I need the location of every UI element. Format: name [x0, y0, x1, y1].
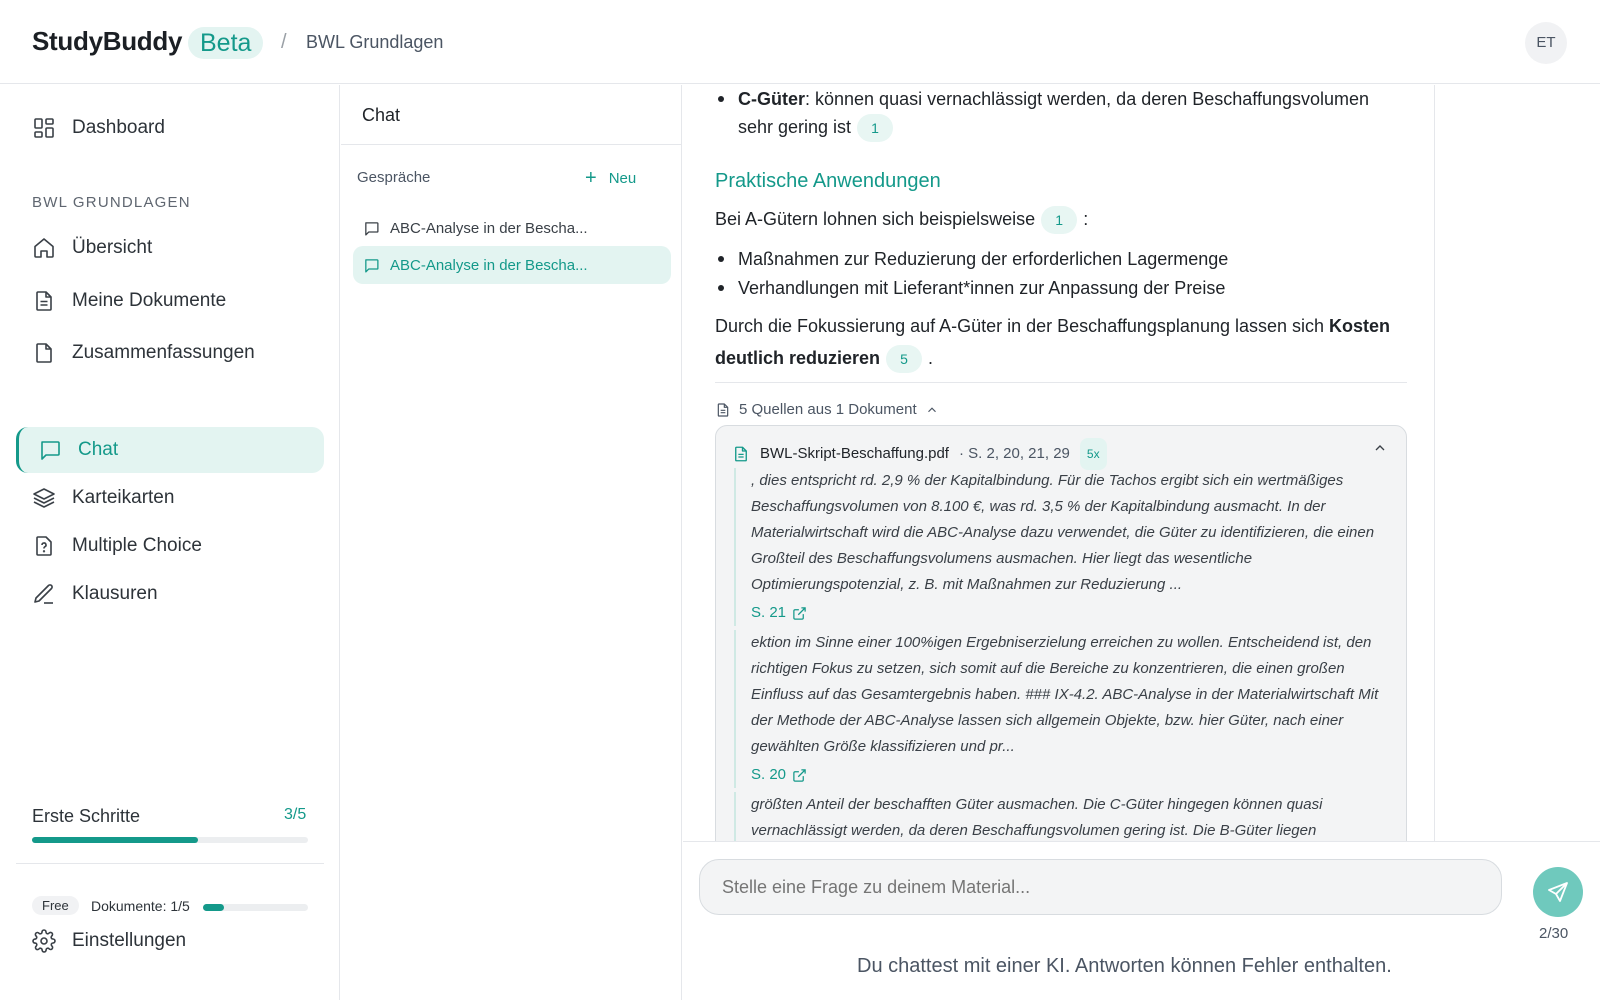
sidebar-item-label: Dashboard [72, 117, 165, 138]
breadcrumb-course[interactable]: BWL Grundlagen [306, 32, 444, 52]
file-icon [32, 341, 56, 365]
chat-panel-divider [341, 144, 681, 145]
source-card-header[interactable] [732, 438, 1107, 470]
sidebar-item-flashcards[interactable] [16, 475, 324, 521]
new-conversation-label: Neu [608, 169, 637, 187]
onboarding-progress-fill [32, 837, 198, 843]
citation-badge[interactable]: 1 [1041, 206, 1077, 234]
list-item [715, 85, 1395, 142]
onboarding-progress-label[interactable]: Erste Schritte [32, 806, 141, 826]
chat-icon [363, 257, 380, 274]
sidebar-item-label: Zusammenfassungen [72, 342, 255, 363]
sidebar-item-chat[interactable] [16, 427, 324, 473]
conversation-item-active[interactable] [353, 246, 671, 284]
chat-input[interactable] [699, 859, 1502, 915]
question-file-icon [32, 534, 56, 558]
send-icon [1546, 880, 1570, 904]
source-quote [734, 468, 1384, 626]
documents-quota-label: Dokumente: 1/5 [91, 898, 190, 914]
source-quote-text: größten Anteil der beschafften Güter ausmachen. Die C-Güter hingegen können quasi vernachlässigt werden, da deren Beschaffungsvolumen gering ist. Die B-Güter liegen [751, 796, 1323, 839]
sidebar-item-dashboard[interactable] [16, 105, 324, 151]
conversation-item[interactable] [353, 209, 671, 247]
sources-divider [715, 382, 1407, 383]
sidebar-item-settings[interactable] [16, 918, 324, 964]
external-link-icon [792, 606, 807, 621]
source-count-badge: 5x [1080, 438, 1107, 470]
sidebar-item-exams[interactable] [16, 571, 324, 617]
citation-badge[interactable]: 5 [886, 345, 922, 373]
breadcrumb-separator: / [281, 31, 287, 53]
list-item [715, 274, 1395, 302]
conversation-title: ABC-Analyse in der Bescha... [390, 219, 588, 237]
plan-badge: Free [32, 896, 79, 915]
pdf-file-icon [732, 445, 750, 463]
list-item [715, 245, 1395, 273]
sidebar-item-multiple-choice[interactable] [16, 523, 324, 569]
sidebar-item-overview[interactable] [16, 225, 324, 271]
bold-term: deutlich reduzieren [715, 348, 881, 368]
sources-toggle-label: 5 Quellen aus 1 Dokument [739, 401, 917, 418]
sidebar-item-label: Multiple Choice [72, 535, 202, 556]
sidebar-item-label: Einstellungen [72, 930, 187, 951]
dashboard-icon [32, 116, 56, 140]
gear-icon [32, 929, 56, 953]
list-item-text: : können quasi vernachlässigt werden, da deren Beschaffungsvolumen [805, 89, 1370, 109]
chat-panel-title: Chat [362, 105, 401, 125]
onboarding-progress-count: 3/5 [284, 806, 307, 823]
sidebar-item-label: Chat [78, 439, 119, 460]
source-quote [734, 630, 1384, 788]
external-link-icon [792, 768, 807, 783]
chevron-up-icon[interactable] [1372, 440, 1388, 456]
brand-logo[interactable]: StudyBuddy [32, 26, 183, 56]
sidebar-divider [16, 863, 324, 864]
sidebar-item-label: Übersicht [72, 237, 153, 258]
bold-term: Kosten [1329, 316, 1391, 336]
paragraph [715, 310, 1405, 374]
pen-icon [32, 582, 56, 606]
onboarding-progress-bar [32, 837, 308, 843]
new-conversation-button[interactable] [585, 167, 636, 189]
ai-disclaimer: Du chattest mit einer KI. Antworten können Fehler enthalten. [857, 955, 1392, 977]
source-pages: · S. 2, 20, 21, 29 [958, 445, 1070, 462]
sidebar [0, 85, 340, 1000]
sidebar-item-summaries[interactable] [16, 330, 324, 376]
paragraph-period: . [928, 348, 934, 368]
source-file-name: BWL-Skript-Beschaffung.pdf [760, 445, 949, 462]
source-page-link[interactable] [751, 762, 1384, 788]
course-section-label: BWL GRUNDLAGEN [32, 194, 191, 211]
assistant-message [705, 85, 1435, 842]
document-icon [32, 289, 56, 313]
bold-term: C-Güter [738, 89, 805, 109]
sidebar-item-label: Karteikarten [72, 487, 175, 508]
layers-icon [32, 486, 56, 510]
chevron-up-icon [925, 403, 939, 417]
chat-icon [363, 220, 380, 237]
citation-badge[interactable]: 1 [857, 114, 893, 142]
conversations-label: Gespräche [357, 169, 431, 186]
send-button[interactable] [1533, 867, 1583, 917]
list-item-text: Verhandlungen mit Lieferant*innen zur Anpassung der Preise [738, 278, 1226, 298]
chat-icon [38, 438, 62, 462]
plus-icon: + [585, 167, 597, 189]
beta-badge: Beta [188, 27, 263, 59]
source-quote [734, 792, 1384, 842]
documents-quota-bar [203, 904, 308, 911]
list-item-text: Maßnahmen zur Reduzierung der erforderlichen Lagermenge [738, 249, 1229, 269]
list-item-text: sehr gering ist [738, 117, 852, 137]
conversation-panel [341, 85, 682, 1000]
paragraph-text: Durch die Fokussierung auf A-Güter in der Beschaffungsplanung lassen sich [715, 316, 1325, 336]
sidebar-item-label: Klausuren [72, 583, 158, 604]
message-scroll-area[interactable] [683, 85, 1600, 842]
user-avatar[interactable]: ET [1525, 22, 1567, 64]
documents-quota-fill [203, 904, 224, 911]
source-page-link[interactable] [751, 600, 1384, 626]
sidebar-item-label: Meine Dokumente [72, 290, 227, 311]
source-quote-text: ektion im Sinne einer 100%igen Ergebniserzielung erreichen zu wollen. Entscheidend ist, den richtigen Fokus zu setzen, sich somit auf die Bereiche zu konzentrieren, die einen großen Einfluss auf das Gesamtergebnis haben. ### IX-4.2. ABC-Analyse in der Materialwirtschaft Mit der Methode der ABC-Analyse lassen sich allgemein Objekte, bzw. hier Güter, nach einer gewählten Größe klassifizieren und pr... [751, 634, 1379, 755]
source-card [715, 425, 1407, 842]
paragraph-colon: : [1083, 209, 1089, 229]
source-page-label: S. 21 [751, 604, 787, 621]
paragraph-text: Bei A-Gütern lohnen sich beispielsweise [715, 209, 1036, 229]
source-page-label: S. 20 [751, 766, 787, 783]
paragraph [715, 205, 1405, 234]
sources-toggle[interactable] [715, 396, 947, 424]
section-heading: Praktische Anwendungen [715, 170, 941, 192]
home-icon [32, 236, 56, 260]
source-quote-text: , dies entspricht rd. 2,9 % der Kapitalbindung. Für die Tachos ergibt sich ein wertmäßiges Beschaffungsvolumen von 8.100 €, was rd. 3,5 % der Kapitalbindung ausmacht. In der Materialwirtschaft wird die ABC-Analyse dazu verwendet, die Güter zu identifizieren, die einen Großteil des Beschaffungsvolumens ausmachen. Hier liegt das wesentliche Optimierungspotenzial, z. B. mit Maßnahmen zur Reduzierung ... [751, 472, 1375, 593]
document-icon [715, 402, 731, 418]
chat-main [683, 85, 1600, 1000]
sidebar-item-documents[interactable] [16, 278, 324, 324]
message-counter: 2/30 [1539, 925, 1569, 942]
top-header [0, 0, 1600, 84]
conversation-title: ABC-Analyse in der Bescha... [390, 256, 588, 274]
